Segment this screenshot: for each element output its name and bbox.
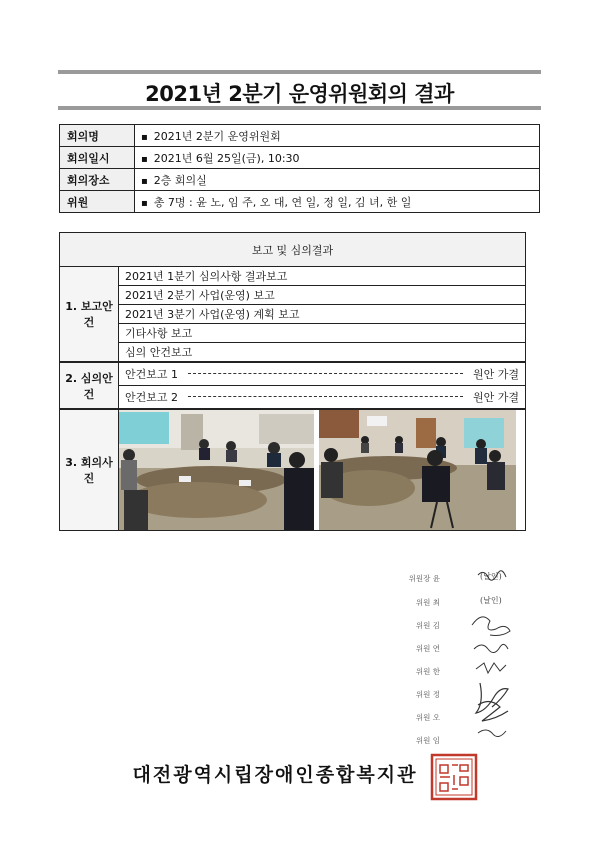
report-item: 2021년 1분기 심의사항 결과보고	[119, 267, 526, 286]
info-value: ▪ 2021년 6월 25일(금), 10:30	[135, 147, 540, 169]
signature-label: 위원 연	[415, 644, 440, 653]
signature-label: 위원 김	[415, 621, 440, 630]
report-item: 2021년 3분기 사업(운영) 계획 보고	[119, 305, 526, 324]
signature-label: 위원 임	[415, 736, 440, 745]
signature-label: 위원장 윤	[408, 574, 440, 583]
title-bottom-rule	[58, 106, 541, 110]
info-row-datetime	[60, 147, 540, 169]
info-label: 회의명	[67, 129, 99, 143]
agenda-name: 안건보고 2	[125, 391, 178, 404]
info-value: ▪ 총 7명 : 윤 노, 임 주, 오 대, 연 일, 정 일, 김 녀, 한 일	[135, 191, 540, 213]
official-seal	[430, 753, 478, 801]
handwritten-signatures	[330, 565, 530, 755]
agenda-result: 원안 가결	[472, 368, 519, 381]
seal-mark: (날인)	[480, 572, 502, 581]
info-value: ▪ 2층 회의실	[135, 169, 540, 191]
report-section-label: 1. 보고안건	[60, 267, 119, 363]
meeting-photo-2	[319, 410, 516, 530]
dash-leader	[188, 396, 463, 397]
report-item: 2021년 2분기 사업(운영) 보고	[119, 286, 526, 305]
dash-leader	[188, 373, 463, 374]
meeting-photos	[119, 409, 526, 531]
signature-label: 위원 정	[415, 690, 440, 699]
info-row-name	[60, 125, 540, 147]
organization-name: 대전광역시립장애인종합복지관	[132, 764, 418, 786]
agenda-name: 안건보고 1	[125, 368, 178, 381]
title-top-rule	[58, 70, 541, 74]
meeting-info-table	[59, 124, 540, 213]
agenda-item	[119, 386, 526, 410]
page-title: 2021년 2분기 운영위원회의 결과	[145, 82, 454, 106]
signature-label: 위원 한	[415, 667, 440, 676]
deliberation-section-label: 2. 심의안건	[60, 362, 119, 409]
signature-label: 위원 최	[415, 598, 440, 607]
report-item: 기타사항 보고	[119, 324, 526, 343]
info-label: 위원	[67, 195, 89, 209]
meeting-photo-1	[119, 410, 314, 530]
meeting-photos-svg	[119, 410, 516, 530]
agenda-item	[119, 362, 526, 386]
seal-mark: (날인)	[480, 596, 502, 605]
info-label: 회의장소	[67, 173, 110, 187]
info-label: 회의일시	[67, 151, 110, 165]
agenda-result: 원안 가결	[472, 391, 519, 404]
photo-section-label: 3. 회의사진	[60, 409, 119, 531]
results-header: 보고 및 심의결과	[60, 233, 526, 267]
signature-label: 위원 오	[415, 713, 440, 722]
info-value: ▪ 2021년 2분기 운영위원회	[135, 125, 540, 147]
info-row-members	[60, 191, 540, 213]
results-table	[59, 232, 526, 531]
report-item: 심의 안건보고	[119, 343, 526, 363]
info-row-place	[60, 169, 540, 191]
